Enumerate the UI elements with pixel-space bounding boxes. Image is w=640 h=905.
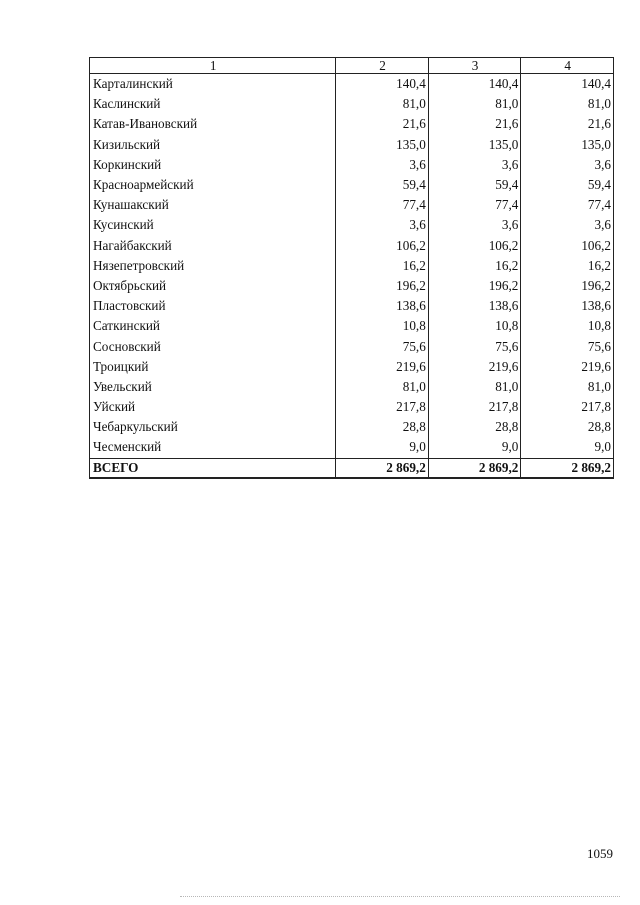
value-col-4: 21,6 bbox=[521, 114, 614, 134]
value-col-3: 21,6 bbox=[428, 114, 521, 134]
district-name: Нагайбакский bbox=[90, 236, 336, 256]
value-col-4: 135,0 bbox=[521, 135, 614, 155]
value-col-2: 106,2 bbox=[336, 236, 429, 256]
value-col-4: 140,4 bbox=[521, 74, 614, 95]
district-name: Катав-Ивановский bbox=[90, 114, 336, 134]
total-label: ВСЕГО bbox=[90, 458, 336, 478]
value-col-2: 10,8 bbox=[336, 316, 429, 336]
total-value-col-3: 2 869,2 bbox=[428, 458, 521, 478]
district-name: Красноармейский bbox=[90, 175, 336, 195]
value-col-3: 196,2 bbox=[428, 276, 521, 296]
value-col-3: 81,0 bbox=[428, 377, 521, 397]
table-row bbox=[90, 236, 614, 256]
value-col-2: 217,8 bbox=[336, 397, 429, 417]
table-row bbox=[90, 336, 614, 356]
district-name: Кизильский bbox=[90, 135, 336, 155]
scan-artifact-line bbox=[180, 896, 620, 899]
table-header bbox=[90, 58, 614, 74]
table-row bbox=[90, 195, 614, 215]
table-row bbox=[90, 276, 614, 296]
value-col-2: 3,6 bbox=[336, 155, 429, 175]
value-col-4: 75,6 bbox=[521, 336, 614, 356]
district-values-table bbox=[89, 57, 614, 479]
value-col-3: 140,4 bbox=[428, 74, 521, 95]
header-col-2: 2 bbox=[336, 58, 429, 74]
table-row bbox=[90, 74, 614, 95]
district-name: Саткинский bbox=[90, 316, 336, 336]
value-col-4: 3,6 bbox=[521, 155, 614, 175]
value-col-3: 219,6 bbox=[428, 357, 521, 377]
table-row bbox=[90, 417, 614, 437]
district-name: Карталинский bbox=[90, 74, 336, 95]
table-row bbox=[90, 397, 614, 417]
district-name: Чебаркульский bbox=[90, 417, 336, 437]
value-col-3: 16,2 bbox=[428, 256, 521, 276]
value-col-2: 9,0 bbox=[336, 437, 429, 458]
value-col-2: 138,6 bbox=[336, 296, 429, 316]
value-col-4: 138,6 bbox=[521, 296, 614, 316]
value-col-4: 219,6 bbox=[521, 357, 614, 377]
value-col-4: 81,0 bbox=[521, 377, 614, 397]
table-row bbox=[90, 215, 614, 235]
value-col-3: 28,8 bbox=[428, 417, 521, 437]
value-col-4: 77,4 bbox=[521, 195, 614, 215]
table-row bbox=[90, 296, 614, 316]
value-col-3: 135,0 bbox=[428, 135, 521, 155]
table-row bbox=[90, 155, 614, 175]
district-name: Увельский bbox=[90, 377, 336, 397]
total-row bbox=[90, 458, 614, 478]
value-col-4: 3,6 bbox=[521, 215, 614, 235]
value-col-2: 3,6 bbox=[336, 215, 429, 235]
value-col-3: 75,6 bbox=[428, 336, 521, 356]
district-name: Чесменский bbox=[90, 437, 336, 458]
value-col-3: 59,4 bbox=[428, 175, 521, 195]
value-col-2: 28,8 bbox=[336, 417, 429, 437]
value-col-4: 106,2 bbox=[521, 236, 614, 256]
value-col-2: 77,4 bbox=[336, 195, 429, 215]
table-body bbox=[90, 74, 614, 459]
table-row bbox=[90, 175, 614, 195]
value-col-3: 10,8 bbox=[428, 316, 521, 336]
district-name: Каслинский bbox=[90, 94, 336, 114]
page-number: 1059 bbox=[587, 846, 613, 861]
district-name: Октябрьский bbox=[90, 276, 336, 296]
value-col-2: 135,0 bbox=[336, 135, 429, 155]
table-row bbox=[90, 316, 614, 336]
total-value-col-2: 2 869,2 bbox=[336, 458, 429, 478]
district-name: Коркинский bbox=[90, 155, 336, 175]
district-name: Кунашакский bbox=[90, 195, 336, 215]
value-col-2: 21,6 bbox=[336, 114, 429, 134]
value-col-2: 16,2 bbox=[336, 256, 429, 276]
table-row bbox=[90, 114, 614, 134]
value-col-2: 59,4 bbox=[336, 175, 429, 195]
value-col-2: 140,4 bbox=[336, 74, 429, 95]
value-col-3: 81,0 bbox=[428, 94, 521, 114]
value-col-3: 138,6 bbox=[428, 296, 521, 316]
district-name: Нязепетровский bbox=[90, 256, 336, 276]
table-row bbox=[90, 94, 614, 114]
total-value-col-4: 2 869,2 bbox=[521, 458, 614, 478]
header-col-1: 1 bbox=[90, 58, 336, 74]
value-col-4: 196,2 bbox=[521, 276, 614, 296]
value-col-3: 217,8 bbox=[428, 397, 521, 417]
value-col-2: 81,0 bbox=[336, 377, 429, 397]
district-name: Троицкий bbox=[90, 357, 336, 377]
district-name: Пластовский bbox=[90, 296, 336, 316]
header-row bbox=[90, 58, 614, 74]
table-row bbox=[90, 437, 614, 458]
table-row bbox=[90, 135, 614, 155]
value-col-4: 28,8 bbox=[521, 417, 614, 437]
value-col-3: 9,0 bbox=[428, 437, 521, 458]
table-row bbox=[90, 357, 614, 377]
table-row bbox=[90, 377, 614, 397]
district-name: Сосновский bbox=[90, 336, 336, 356]
value-col-4: 81,0 bbox=[521, 94, 614, 114]
value-col-2: 75,6 bbox=[336, 336, 429, 356]
header-col-4: 4 bbox=[521, 58, 614, 74]
value-col-4: 10,8 bbox=[521, 316, 614, 336]
value-col-2: 196,2 bbox=[336, 276, 429, 296]
value-col-3: 3,6 bbox=[428, 215, 521, 235]
value-col-2: 219,6 bbox=[336, 357, 429, 377]
value-col-3: 3,6 bbox=[428, 155, 521, 175]
district-name: Кусинский bbox=[90, 215, 336, 235]
value-col-3: 106,2 bbox=[428, 236, 521, 256]
value-col-4: 9,0 bbox=[521, 437, 614, 458]
table-row bbox=[90, 256, 614, 276]
value-col-4: 59,4 bbox=[521, 175, 614, 195]
value-col-2: 81,0 bbox=[336, 94, 429, 114]
value-col-3: 77,4 bbox=[428, 195, 521, 215]
district-name: Уйский bbox=[90, 397, 336, 417]
header-col-3: 3 bbox=[428, 58, 521, 74]
value-col-4: 16,2 bbox=[521, 256, 614, 276]
value-col-4: 217,8 bbox=[521, 397, 614, 417]
